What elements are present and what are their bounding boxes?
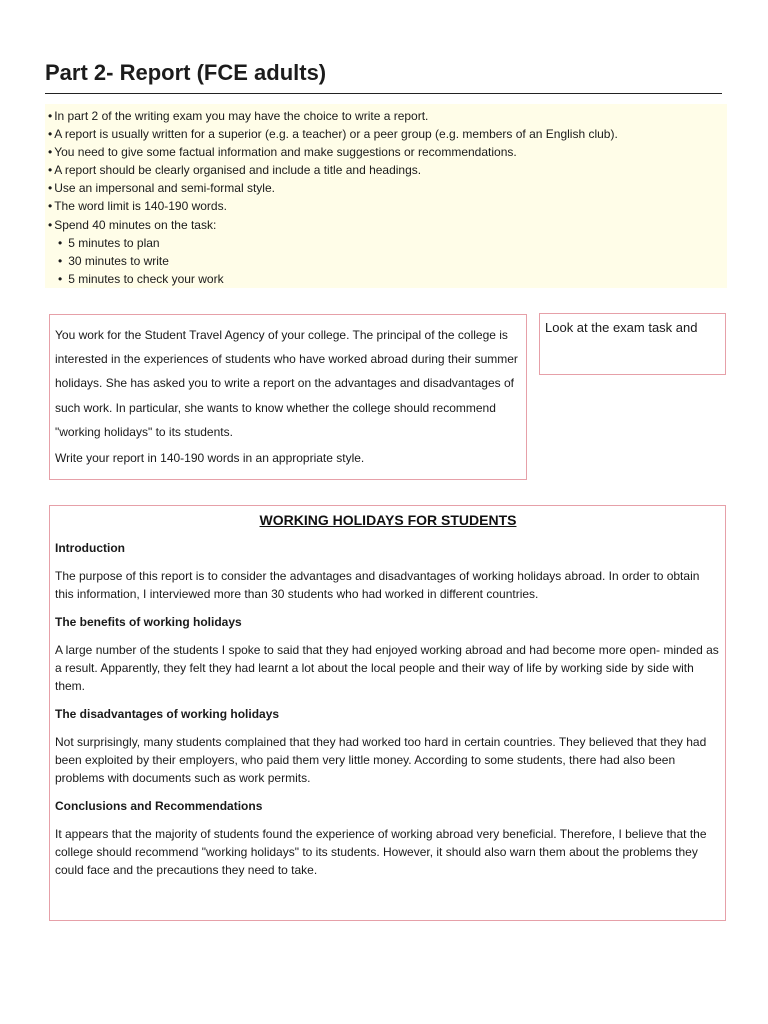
time-sub-item: • 30 minutes to write [48,252,727,270]
tip-item: • The word limit is 140-190 words. [48,197,727,215]
tips-list [45,104,727,288]
section-text-conclusions: It appears that the majority of students found the experience of working abroad very beneficial. Therefore, I believe that the college should recommend "working holidays" to its students. However, it should also warn them about the problems they could face and the precautions they need to take. [55,827,707,877]
tip-item: • A report is usually written for a superior (e.g. a teacher) or a peer group (e.g. members of an English club). [48,125,727,143]
tip-item: • Use an impersonal and semi-formal style. [48,179,727,197]
page-title: Part 2- Report (FCE adults) [45,59,722,94]
tip-item: • In part 2 of the writing exam you may have the choice to write a report. [48,107,727,125]
task-instruction: Write your report in 140-190 words in an appropriate style. [55,451,365,466]
tip-item: • You need to give some factual information and make suggestions or recommendations. [48,143,727,161]
section-heading-benefits: The benefits of working holidays [55,615,242,629]
tip-item: • A report should be clearly organised and include a title and headings. [48,161,727,179]
section-heading-introduction: Introduction [55,541,125,555]
section-heading-conclusions: Conclusions and Recommendations [55,799,263,813]
model-report-box [49,505,726,921]
tip-item: • Spend 40 minutes on the task: [48,216,727,234]
time-sub-item: • 5 minutes to check your work [48,270,727,288]
exam-task-box [49,314,527,480]
time-sub-item: • 5 minutes to plan [48,234,727,252]
section-text-disadvantages: Not surprisingly, many students complained that they had worked too hard in certain countries. They believed that they had been exploited by their employers, who paid them very little money. According to some students, there had also been problems with documents such as work permits. [55,735,707,785]
section-text-introduction: The purpose of this report is to consider the advantages and disadvantages of working holidays abroad. In order to obtain this information, I interviewed more than 30 students who had worked in different countries. [55,569,700,601]
task-paragraph: You work for the Student Travel Agency of your college. The principal of the college is interested in the experiences of students who have worked abroad during their summer holidays. She has asked you to write a report on the advantages and disadvantages of such work. In particular, she wants to know whether the college should recommend "working holidays" to its students. [55,328,518,439]
intro-tips-box [45,104,727,288]
side-note-box [539,313,726,375]
section-heading-disadvantages: The disadvantages of working holidays [55,707,280,721]
section-text-benefits: A large number of the students I spoke to said that they had enjoyed working abroad and had become more open- minded as a result. Apparently, they felt they had learnt a lot about the local people and their way of life by working side by side with them. [55,643,719,693]
side-note-text: Look at the exam task and [545,320,698,335]
report-title: WORKING HOLIDAYS FOR STUDENTS [259,512,517,528]
